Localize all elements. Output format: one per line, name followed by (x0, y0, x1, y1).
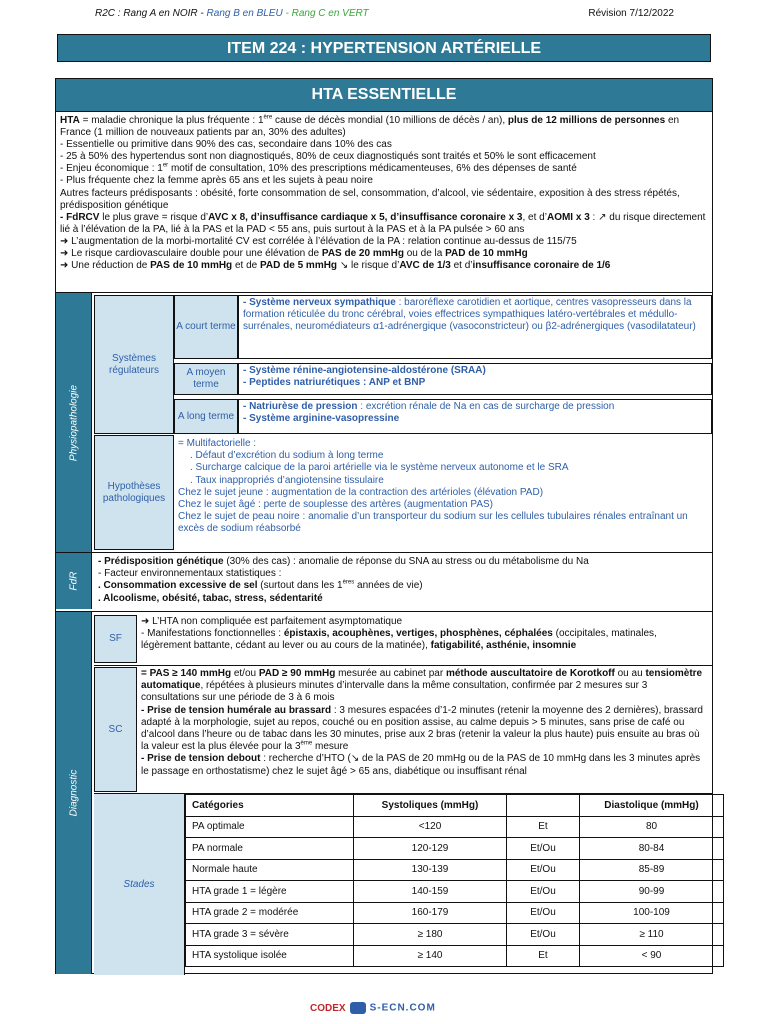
table-cell: Et (507, 816, 580, 838)
intro-text-part: et d’ (450, 260, 473, 272)
table-cell: ≥ 180 (354, 924, 507, 946)
rang-sep: - (282, 8, 292, 19)
table-row (186, 924, 724, 946)
revision-date: Révision 7/12/2022 (588, 8, 674, 19)
table-cell: HTA grade 2 = modérée (186, 902, 354, 924)
superscript: er (162, 163, 169, 170)
intro-bold: insuffisance coronaire de 1/6 (472, 260, 611, 272)
page-header (0, 6, 768, 22)
table-cell: 90-99 (580, 881, 724, 903)
fdr-text: (surtout dans les 1 (257, 580, 343, 592)
intro-text-part: cause de décès mondial (10 millions de décès / an), (272, 115, 508, 126)
table-cell: HTA systolique isolée (186, 945, 354, 967)
long-terme-label: A long terme (174, 399, 238, 434)
sc-text: et/ou (231, 668, 259, 679)
intro-bold: PAS de 10 mmHg (150, 260, 233, 272)
superscript: ères (342, 580, 355, 587)
item-title: ITEM 224 : HYPERTENSION ARTÉRIELLE (57, 34, 711, 62)
codex-logo-text: CODEX (310, 1002, 346, 1014)
table-cell: 80 (580, 816, 724, 838)
table-cell: Et/Ou (507, 838, 580, 860)
long-terme-content (238, 399, 712, 434)
long-terme-text: : excrétion rénale de Na en cas de surcharge de pression (357, 401, 615, 412)
sc-text: : 3 mesures espacées d’1-2 minutes (retenir la moyenne des 2 dernières), brassard adapté à la morphologie, sujet au repos, couché ou en position assise, au calme depuis > 5 minutes, sans prise de café ou d’alcool dans l’heure ou de tabac dans les 30 minutes, prise aux 2 bras (retenir la valeur la plus haute) puis ensuite au bras où la valeur est la plus élevée pour la 3 (141, 704, 703, 753)
court-terme-label: A court terme (174, 295, 238, 359)
sc-bold: = PAS ≥ 140 mmHg (141, 668, 232, 679)
intro-text-part: ➜ Une réduction de (60, 260, 151, 272)
s-ecn-logo-icon (350, 1002, 366, 1014)
table-row (186, 838, 724, 860)
court-terme-content (238, 295, 712, 359)
table-cell: HTA grade 3 = sévère (186, 924, 354, 946)
fdr-band (56, 553, 92, 609)
hypothese-line: . Surcharge calcique de la paroi artérielle via le système nerveux autonome et le SRA (190, 462, 569, 474)
intro-bold: AVC de 1/3 (399, 260, 451, 272)
physio-band (56, 293, 92, 552)
moyen-terme-line: - Système rénine-angiotensine-aldostérone (SRAA) (243, 365, 486, 376)
court-terme-text: : baroréflexe carotidien et aortique, centres vasopresseurs dans la formation réticulée du tronc cérébral, voies effectrices sympathiques latéro-vertébrales et médullo-surrénales, neuromédiateurs α1-adrénergique (vasoconstricteur) ou β2-adrénergiques (vasodilatateur) (243, 297, 696, 333)
stades-table (185, 794, 724, 967)
table-header-row (186, 795, 724, 817)
superscript: ère (263, 114, 273, 121)
sc-text: : recherche d’HTO (↘ de la PAS de 20 mmHg ou de la PAS de 10 mmHg dans les 3 minutes après le passage en orthostatisme) chez le sujet âgé > 65 ans, diabétique ou insuffisant rénal (141, 753, 701, 777)
intro-text-part: motif de consultation, 10% des prescriptions médicamenteuses, 6% des dépenses de santé (168, 163, 577, 175)
table-cell: ≥ 140 (354, 945, 507, 967)
divider (56, 611, 712, 612)
fdr-line: . Alcoolisme, obésité, tabac, stress, sédentarité (98, 592, 323, 604)
sf-bold: fatigabilité, asthénie, insomnie (430, 640, 577, 652)
intro-bold: plus de 12 millions de personnes (507, 115, 666, 126)
rang-c-label: Rang C en VERT (291, 8, 369, 19)
superscript: ème (300, 740, 313, 747)
sf-label: SF (94, 615, 137, 663)
sc-bold: méthode auscultatoire de Korotkoff (445, 668, 615, 679)
sc-label: SC (94, 667, 137, 792)
intro-text-part: , et d’ (522, 211, 547, 223)
hypothese-line: = Multifactorielle : (178, 438, 257, 449)
table-header: Catégories (186, 795, 354, 817)
intro-line: Autres facteurs prédisposants : obésité, forte consommation de sel, consommation, d’alcool, vie sédentaire, exposition à des stress répétés, prédisposition génétique (60, 187, 680, 211)
content-frame (55, 78, 713, 974)
sf-content (137, 615, 712, 663)
intro-bold: AVC x 8, d’insuffisance cardiaque x 5, d’insuffisance coronaire x 3 (208, 211, 523, 223)
sc-text: ou au (614, 668, 646, 679)
moyen-terme-line: - Peptides natriurétiques : ANP et BNP (243, 377, 426, 389)
intro-bold: PAS de 20 mmHg (321, 248, 404, 260)
table-header (507, 795, 580, 817)
intro-text-part: = maladie chronique la plus fréquente : 1 (79, 115, 264, 126)
rang-legend (95, 8, 369, 19)
intro-line: - 25 à 50% des hypertendus sont non diagnostiqués, 80% de ceux diagnostiqués sont traités et 50% le sont efficacement (60, 151, 596, 163)
table-cell: 85-89 (580, 859, 724, 881)
rang-b-label: Rang B en BLEU (206, 8, 283, 19)
diagnostic-band-label: Diagnostic (68, 769, 79, 817)
table-row (186, 859, 724, 881)
stades-label: Stades (94, 794, 185, 975)
hta-term: HTA (60, 115, 80, 126)
table-cell: Et/Ou (507, 881, 580, 903)
hypothese-line: . Défaut d’excrétion du sodium à long terme (190, 450, 384, 462)
table-cell: 80-84 (580, 838, 724, 860)
intro-text (60, 115, 710, 272)
divider (56, 292, 712, 293)
table-header: Diastolique (mmHg) (580, 795, 724, 817)
intro-text-part: ou de la (403, 248, 446, 260)
intro-text-part: et de (232, 260, 260, 272)
moyen-terme-content (238, 363, 712, 395)
long-terme-heading: - Natriurèse de pression (243, 401, 358, 412)
hypotheses-label: Hypothèses pathologiques (94, 435, 174, 550)
fdr-band-label: FdR (68, 571, 79, 591)
intro-text-part: - Enjeu économique : 1 (60, 163, 163, 175)
table-cell: Et/Ou (507, 859, 580, 881)
table-cell: Et/Ou (507, 924, 580, 946)
table-row (186, 902, 724, 924)
table-row (186, 881, 724, 903)
hypothese-line: Chez le sujet de peau noire : anomalie d’un transporteur du sodium sur les cellules tubulaires rénales entraînant un excès de sodium réabsorbé (178, 511, 688, 535)
intro-bold: AOMI x 3 (546, 211, 590, 223)
intro-bold: PAD de 10 mmHg (445, 248, 528, 260)
fdr-text: (30% des cas) : anomalie de réponse du SNA au stress ou du métabolisme du Na (223, 556, 589, 567)
sc-text: mesure (312, 741, 349, 753)
intro-text-part: le plus grave = risque d’ (99, 211, 209, 223)
physio-band-label: Physiopathologie (68, 384, 79, 461)
sc-bold: PAD ≥ 90 mmHg (258, 668, 336, 679)
table-cell: < 90 (580, 945, 724, 967)
systemes-label: Systèmes régulateurs (94, 295, 174, 434)
sc-bold: - Prise de tension debout (141, 753, 261, 765)
intro-text-part: ↘ le risque d’ (337, 260, 400, 272)
moyen-terme-label: A moyen terme (174, 363, 238, 395)
sc-text: , répétées à plusieurs minutes d’intervalle dans la même consultation, confirmée par 2 mesures sur 3 consultations sur une période de 3 à 6 mois (141, 680, 648, 704)
hypothese-line: Chez le sujet jeune : augmentation de la contraction des artérioles (élévation PAD) (178, 486, 544, 498)
table-cell: 100-109 (580, 902, 724, 924)
table-cell: 120-129 (354, 838, 507, 860)
table-cell: HTA grade 1 = légère (186, 881, 354, 903)
intro-text-part: ➜ Le risque cardiovasculaire double pour une élévation de (60, 248, 322, 260)
table-row (186, 945, 724, 967)
table-cell: 130-139 (354, 859, 507, 881)
table-cell: PA optimale (186, 816, 354, 838)
rang-a-label: R2C : Rang A en NOIR - (95, 8, 207, 19)
intro-text-part: : ↗ du risque directement lié à l’élévation de la PA, lié à la PAS et la PAD < 55 ans, puis surtout à la PAS et à la PA pulsée > 60 ans (60, 211, 706, 235)
table-row (186, 816, 724, 838)
footer-logo (310, 1002, 436, 1014)
table-cell: 140-159 (354, 881, 507, 903)
table-cell: 160-179 (354, 902, 507, 924)
sc-content (137, 667, 712, 792)
site-name: S-ECN.COM (369, 1002, 436, 1014)
sc-bold: tensiomètre automatique (141, 668, 703, 692)
intro-bold: PAD de 5 mmHg (259, 260, 338, 272)
fdr-line: - Facteur environnementaux statistiques : (98, 568, 282, 580)
sc-text: mesurée au cabinet par (335, 668, 446, 679)
table-cell: PA normale (186, 838, 354, 860)
table-cell: Et (507, 945, 580, 967)
fdr-text: années de vie) (354, 580, 423, 592)
sf-line: ➜ L’HTA non compliquée est parfaitement asymptomatique (141, 616, 403, 627)
intro-line: - Plus fréquente chez la femme après 65 ans et les sujets à peau noire (60, 175, 373, 187)
sf-text: - Manifestations fonctionnelles : (141, 628, 284, 640)
table-header: Systoliques (mmHg) (354, 795, 507, 817)
fdr-bold: . Consommation excessive de sel (98, 580, 258, 592)
table-cell: Et/Ou (507, 902, 580, 924)
sf-bold: épistaxis, acouphènes, vertiges, phosphènes, céphalées (283, 628, 553, 640)
intro-line: ➜ L’augmentation de la morbi-mortalité CV est corrélée à l’élévation de la PA : relation continue au-dessus de 115/75 (60, 235, 577, 247)
fdr-content (94, 555, 712, 609)
sf-text: (occipitales, matinales, légèrement battante, cédant au lever ou au cours de la matinée), (141, 628, 657, 652)
intro-bold: - FdRCV (60, 211, 100, 223)
table-cell: Normale haute (186, 859, 354, 881)
hypothese-line: Chez le sujet âgé : perte de souplesse des artères (augmentation PAS) (178, 499, 493, 511)
hypothese-line: . Taux inappropriés d’angiotensine tissulaire (190, 474, 384, 486)
divider (94, 665, 712, 666)
intro-line: - Essentielle ou primitive dans 90% des cas, secondaire dans 10% des cas (60, 139, 392, 151)
fdr-bold: - Prédisposition génétique (98, 556, 224, 567)
divider (56, 552, 712, 553)
hypotheses-content (174, 435, 712, 550)
table-cell: ≥ 110 (580, 924, 724, 946)
table-cell: <120 (354, 816, 507, 838)
court-terme-heading: - Système nerveux sympathique (243, 297, 396, 308)
intro-text-part: en France (1 million de nouveaux patients par an, 30% des adultes) (60, 115, 680, 139)
sc-bold: - Prise de tension humérale au brassard (141, 704, 332, 716)
diagnostic-band (56, 612, 92, 974)
long-terme-line: - Système arginine-vasopressine (243, 413, 400, 425)
section-title: HTA ESSENTIELLE (56, 79, 712, 112)
